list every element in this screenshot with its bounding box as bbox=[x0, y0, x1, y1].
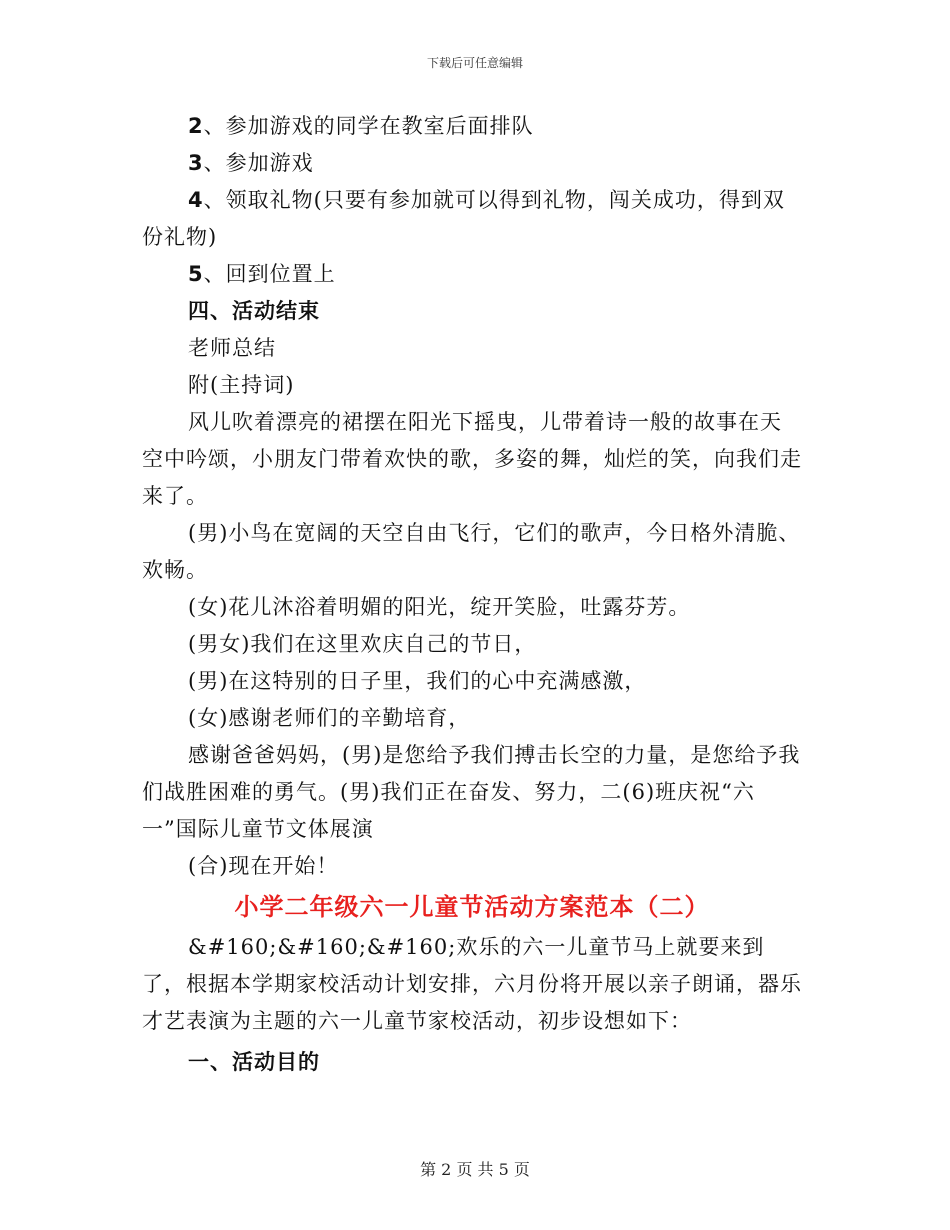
list-text: 、参加游戏 bbox=[203, 151, 314, 175]
script-line: (女)花儿沐浴着明媚的阳光，绽开笑脸，吐露芬芳。 bbox=[188, 595, 691, 619]
script-line: 感谢爸爸妈妈，(男)是您给予我们搏击长空的力量，是您给予我们战胜困难的勇气。(男)我们正在奋发、努力，二(6)班庆祝“六一”国际儿童节文体展演 bbox=[142, 743, 801, 841]
page-footer: 第 2 页 共 5 页 bbox=[420, 1160, 530, 1179]
script-line: (男女)我们在这里欢庆自己的节日， bbox=[188, 632, 537, 656]
script-line: (女)感谢老师们的辛勤培育， bbox=[188, 706, 471, 730]
list-number: 3 bbox=[188, 151, 204, 175]
list-item-3 bbox=[142, 145, 802, 182]
list-item-2 bbox=[142, 108, 802, 145]
intro-paragraph: &#160;&#160;&#160;欢乐的六一儿童节马上就要来到了，根据本学期家校活动计划安排，六月份将开展以亲子朗诵，器乐才艺表演为主题的六一儿童节家校活动，初步设想如下： bbox=[142, 935, 802, 1033]
script-line: 风儿吹着漂亮的裙摆在阳光下摇曳，儿带着诗一般的故事在天空中吟颂，小朋友门带着欢快的歌，多姿的舞，灿烂的笑，向我们走来了。 bbox=[142, 410, 802, 508]
list-number: 4 bbox=[188, 188, 204, 212]
section-heading-end: 四、活动结束 bbox=[188, 299, 320, 323]
appendix-label: 附(主持词) bbox=[188, 373, 295, 397]
section-heading-purpose: 一、活动目的 bbox=[188, 1050, 320, 1074]
document-body bbox=[142, 108, 802, 1081]
page-header: 下载后可任意编辑 bbox=[426, 56, 523, 70]
list-number: 2 bbox=[188, 114, 204, 138]
teacher-summary: 老师总结 bbox=[188, 336, 276, 360]
script-line: (男)小鸟在宽阔的天空自由飞行，它们的歌声，今日格外清脆、欢畅。 bbox=[142, 521, 801, 582]
script-line: (男)在这特别的日子里，我们的心中充满感激， bbox=[188, 669, 647, 693]
list-text: 、领取礼物(只要有参加就可以得到礼物，闯关成功，得到双份礼物) bbox=[142, 188, 785, 249]
list-text: 、参加游戏的同学在教室后面排队 bbox=[203, 114, 534, 138]
list-number: 5 bbox=[188, 262, 204, 286]
list-text: 、回到位置上 bbox=[203, 262, 336, 286]
script-line: (合)现在开始！ bbox=[188, 854, 339, 878]
section-title: 小学二年级六一儿童节活动方案范本（二） bbox=[234, 893, 710, 921]
list-item-4 bbox=[142, 182, 802, 256]
list-item-5 bbox=[142, 256, 802, 293]
